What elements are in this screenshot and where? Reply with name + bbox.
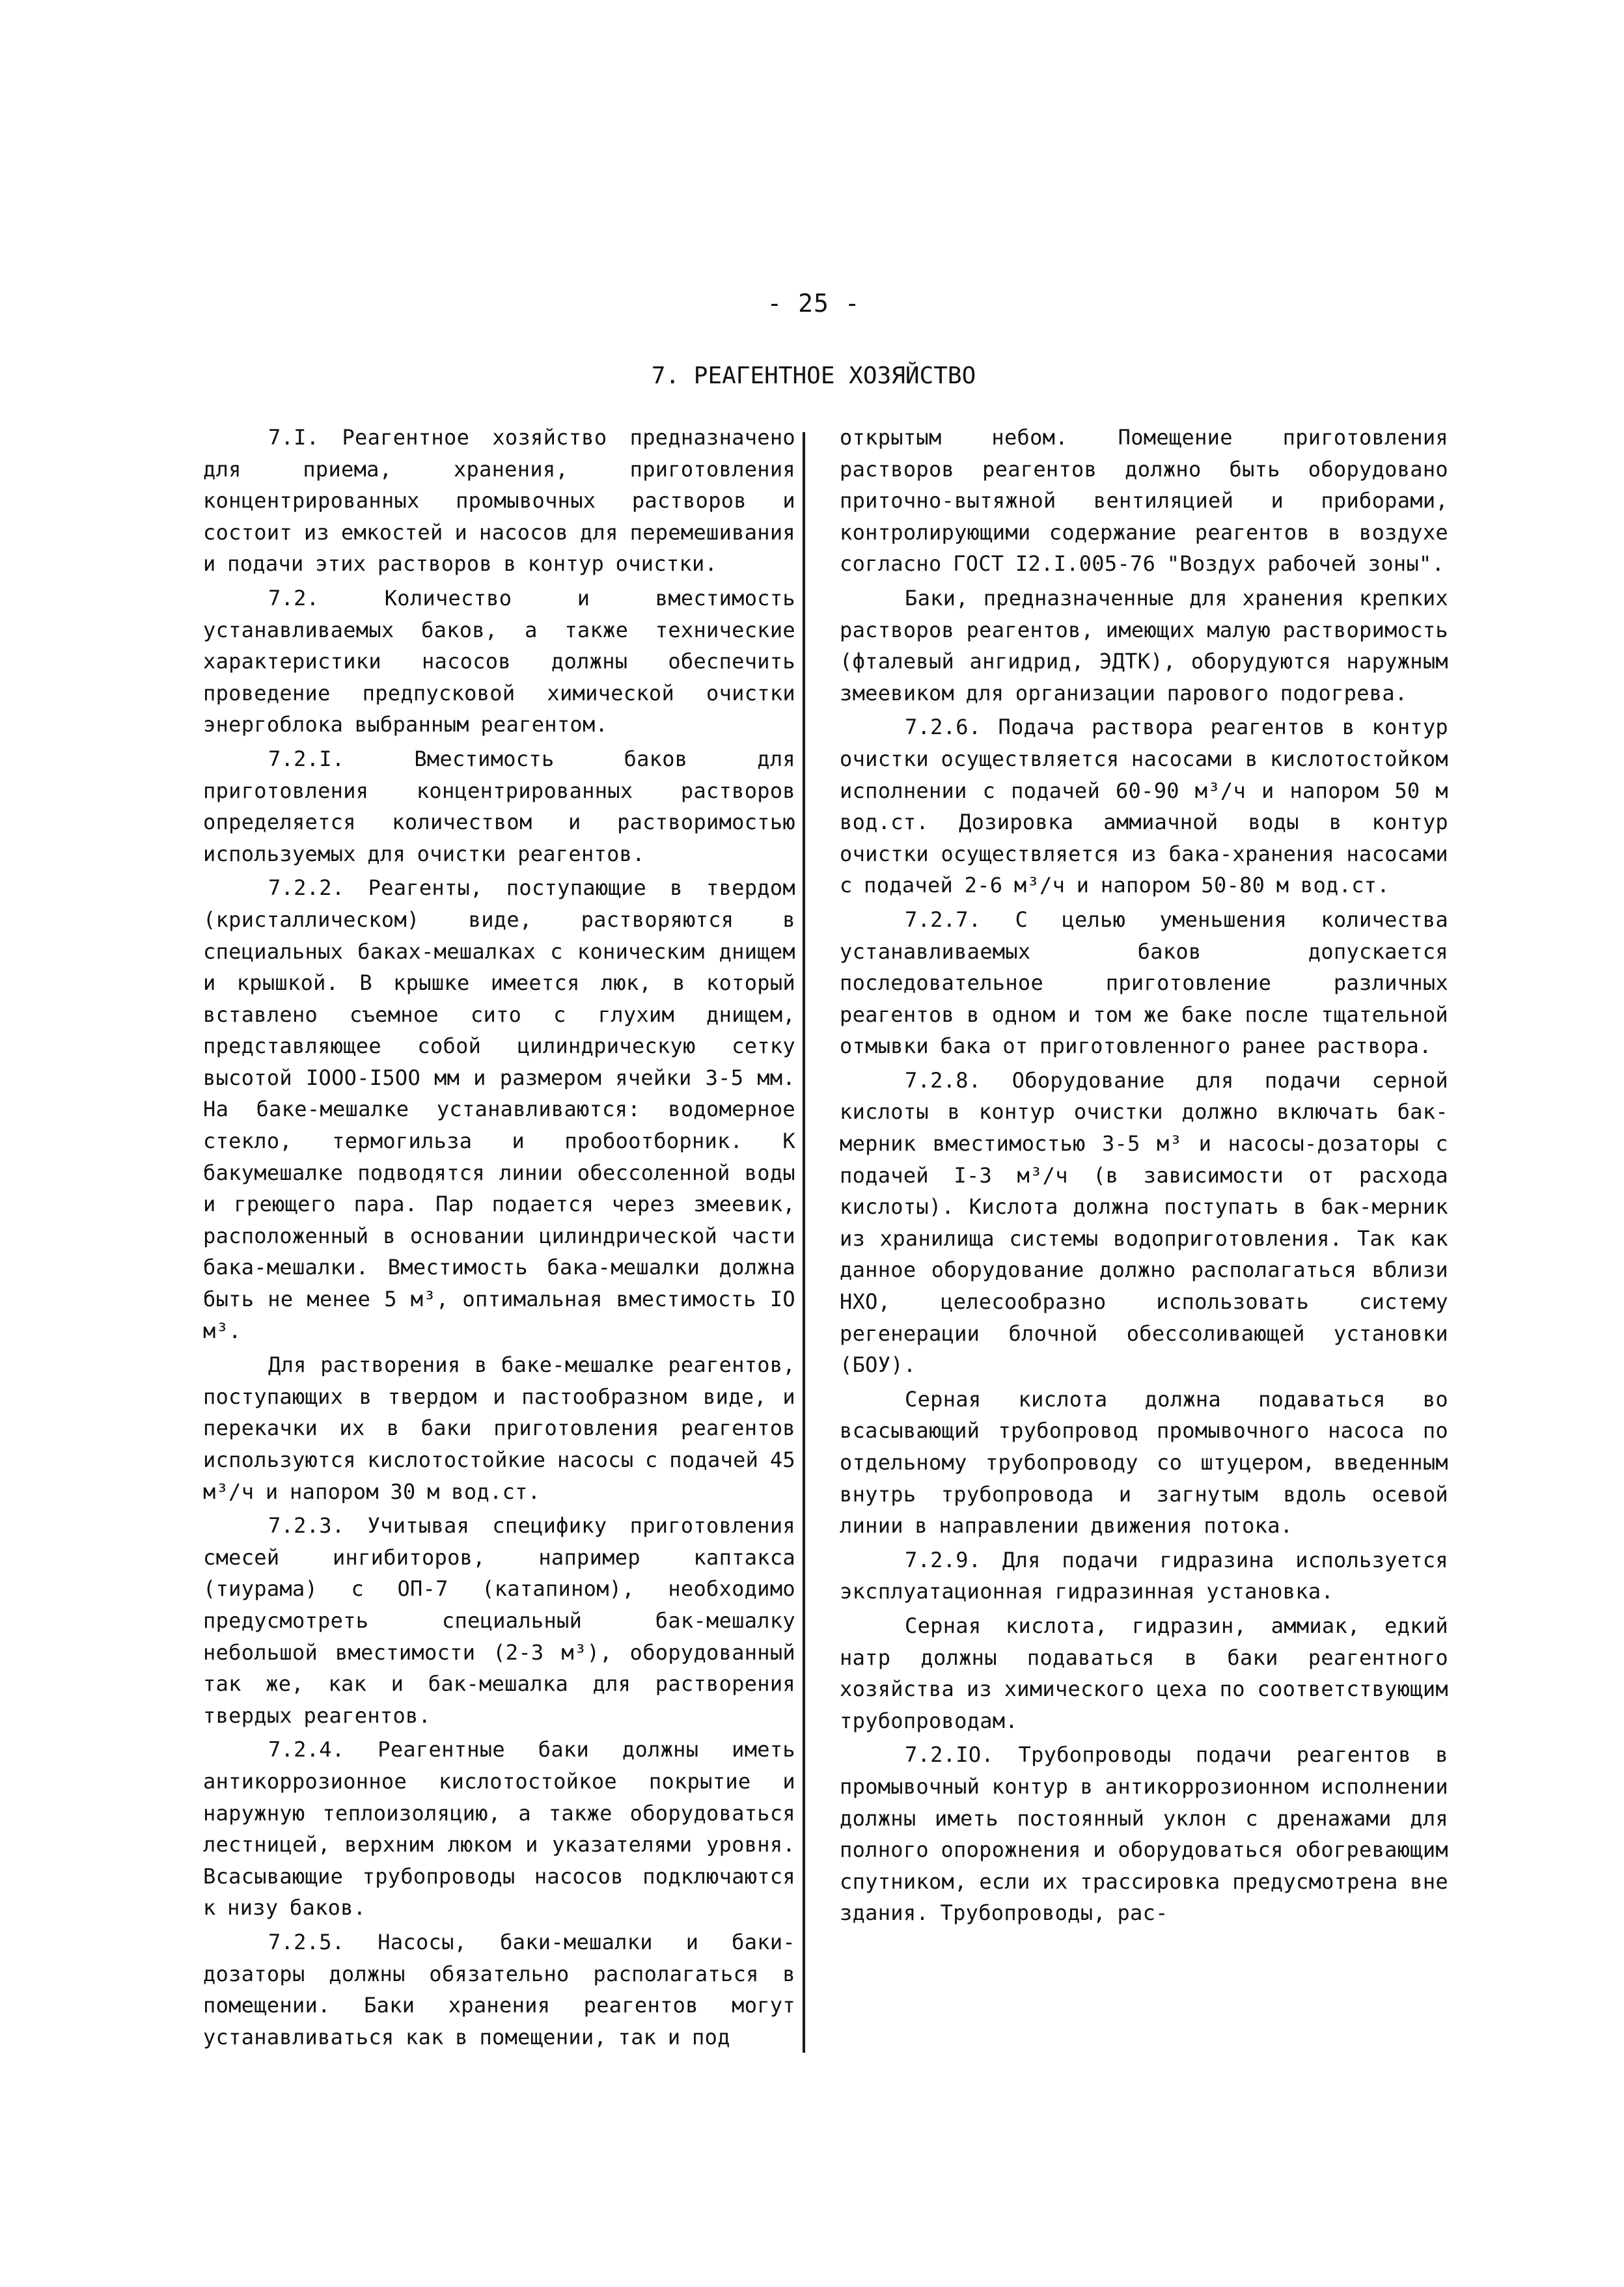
paragraph-7-2-7: 7.2.7. С целью уменьшения количества устанавливаемых баков допускается последовательное приготовление различных реагентов в одном и том же баке после тщательной отмывки бака от приготовленного ранее раствора. bbox=[840, 907, 1448, 1059]
paragraph-7-2-2: 7.2.2. Реагенты, поступающие в твердом (кристаллическом) виде, растворяются в специальных баках-мешалках с коническим днищем и крышкой. В крышке имеется люк, в который вставлено съемное сито с глухим днищем, представляющее собой цилиндрическую сетку высотой IOOO-I5OO мм и размером ячейки 3-5 мм. На баке-мешалке устанавливаются: водомерное стекло, термогильза и пробоотборник. К бакумешалке подводятся линии обессоленной воды и греющего пара. Пар подается через змеевик, расположенный в основании цилиндрической части бака-мешалки. Вместимость бака-мешалки должна быть не менее 5 м³, оптимальная вместимость IO м³. bbox=[203, 875, 795, 1343]
paragraph-7-2-3: 7.2.3. Учитывая специфику приготовления смесей ингибиторов, например каптакса (тиурама) с ОП-7 (катапином), необходимо предусмотреть специальный бак-мешалку небольшой вместимости (2-3 м³), оборудованный так же, как и бак-мешалка для растворения твердых реагентов. bbox=[203, 1513, 795, 1728]
paragraph-7-2-1: 7.2.I. Вместимость баков для приготовления концентрированных растворов определяется количеством и растворимостью используемых для очистки реагентов. bbox=[203, 746, 795, 866]
paragraph-7-1: 7.I. Реагентное хозяйство предназначено для приема, хранения, приготовления концентрированных промывочных растворов и состоит из емкостей и насосов для перемешивания и подачи этих растворов в контур очистки. bbox=[203, 425, 795, 577]
left-column bbox=[203, 422, 795, 2088]
paragraph-7-2: 7.2. Количество и вместимость устанавливаемых баков, а также технические характеристики насосов должны обеспечить проведение предпусковой химической очистки энергоблока выбранным реагентом. bbox=[203, 585, 795, 737]
right-column bbox=[840, 422, 1448, 2088]
column-divider bbox=[803, 432, 805, 2053]
paragraph-7-2-10: 7.2.IO. Трубопроводы подачи реагентов в промывочный контур в антикоррозионном исполнении должны иметь постоянный уклон с дренажами для полного опорожнения и оборудоваться обогревающим спутником, если их трассировка предусмотрена вне здания. Трубопроводы, рас- bbox=[840, 1742, 1448, 1926]
paragraph-dissolving-pumps: Для растворения в баке-мешалке реагентов, поступающих в твердом и пастообразном виде, и перекачки их в баки приготовления реагентов используются кислотостойкие насосы с подачей 45 м³/ч и напором 30 м вод.ст. bbox=[203, 1352, 795, 1504]
paragraph-storage-tanks: Баки, предназначенные для хранения крепких растворов реагентов, имеющих малую растворимость (фталевый ангидрид, ЭДТК), оборудуются наружным змеевиком для организации парового подогрева. bbox=[840, 585, 1448, 705]
paragraph-chemical-supply: Серная кислота, гидразин, аммиак, едкий натр должны подаваться в баки реагентного хозяйства из химического цеха по соответствующим трубопроводам. bbox=[840, 1613, 1448, 1733]
section-title: 7. РЕАГЕНТНОЕ ХОЗЯЙСТВО bbox=[651, 363, 976, 389]
paragraph-7-2-4: 7.2.4. Реагентные баки должны иметь антикоррозионное кислотостойкое покрытие и наружную теплоизоляцию, а также оборудоваться лестницей, верхним люком и указателями уровня. Всасывающие трубопроводы насосов подключаются к низу баков. bbox=[203, 1737, 795, 1921]
paragraph-sulfuric-acid-feed: Серная кислота должна подаваться во всасывающий трубопровод промывочного насоса по отдельному трубопроводу со штуцером, введенным внутрь трубопровода и загнутым вдоль осевой линии в направлении движения потока. bbox=[840, 1386, 1448, 1539]
paragraph-7-2-5-continued: открытым небом. Помещение приготовления растворов реагентов должно быть оборудовано приточно-вытяжной вентиляцией и приборами, контролирующими содержание реагентов в воздухе согласно ГОСТ I2.I.005-76 "Воздух рабочей зоны". bbox=[840, 425, 1448, 577]
paragraph-7-2-6: 7.2.6. Подача раствора реагентов в контур очистки осуществляется насосами в кислотостойком исполнении с подачей 60-90 м³/ч и напором 50 м вод.ст. Дозировка аммиачной воды в контур очистки осуществляется из бака-хранения насосами с подачей 2-6 м³/ч и напором 50-80 м вод.ст. bbox=[840, 715, 1448, 898]
page-number: - 25 - bbox=[767, 289, 860, 318]
paragraph-7-2-5: 7.2.5. Насосы, баки-мешалки и баки-дозаторы должны обязательно располагаться в помещении. Баки хранения реагентов могут устанавливаться как в помещении, так и под bbox=[203, 1929, 795, 2049]
paragraph-7-2-8: 7.2.8. Оборудование для подачи серной кислоты в контур очистки должно включать бак-мерник вместимостью 3-5 м³ и насосы-дозаторы с подачей I-3 м³/ч (в зависимости от расхода кислоты). Кислота должна поступать в бак-мерник из хранилища системы водоприготовления. Так как данное оборудование должно располагаться вблизи НХО, целесообразно использовать систему регенерации блочной обессоливающей установки (БОУ). bbox=[840, 1067, 1448, 1378]
paragraph-7-2-9: 7.2.9. Для подачи гидразина используется эксплуатационная гидразинная установка. bbox=[840, 1547, 1448, 1604]
